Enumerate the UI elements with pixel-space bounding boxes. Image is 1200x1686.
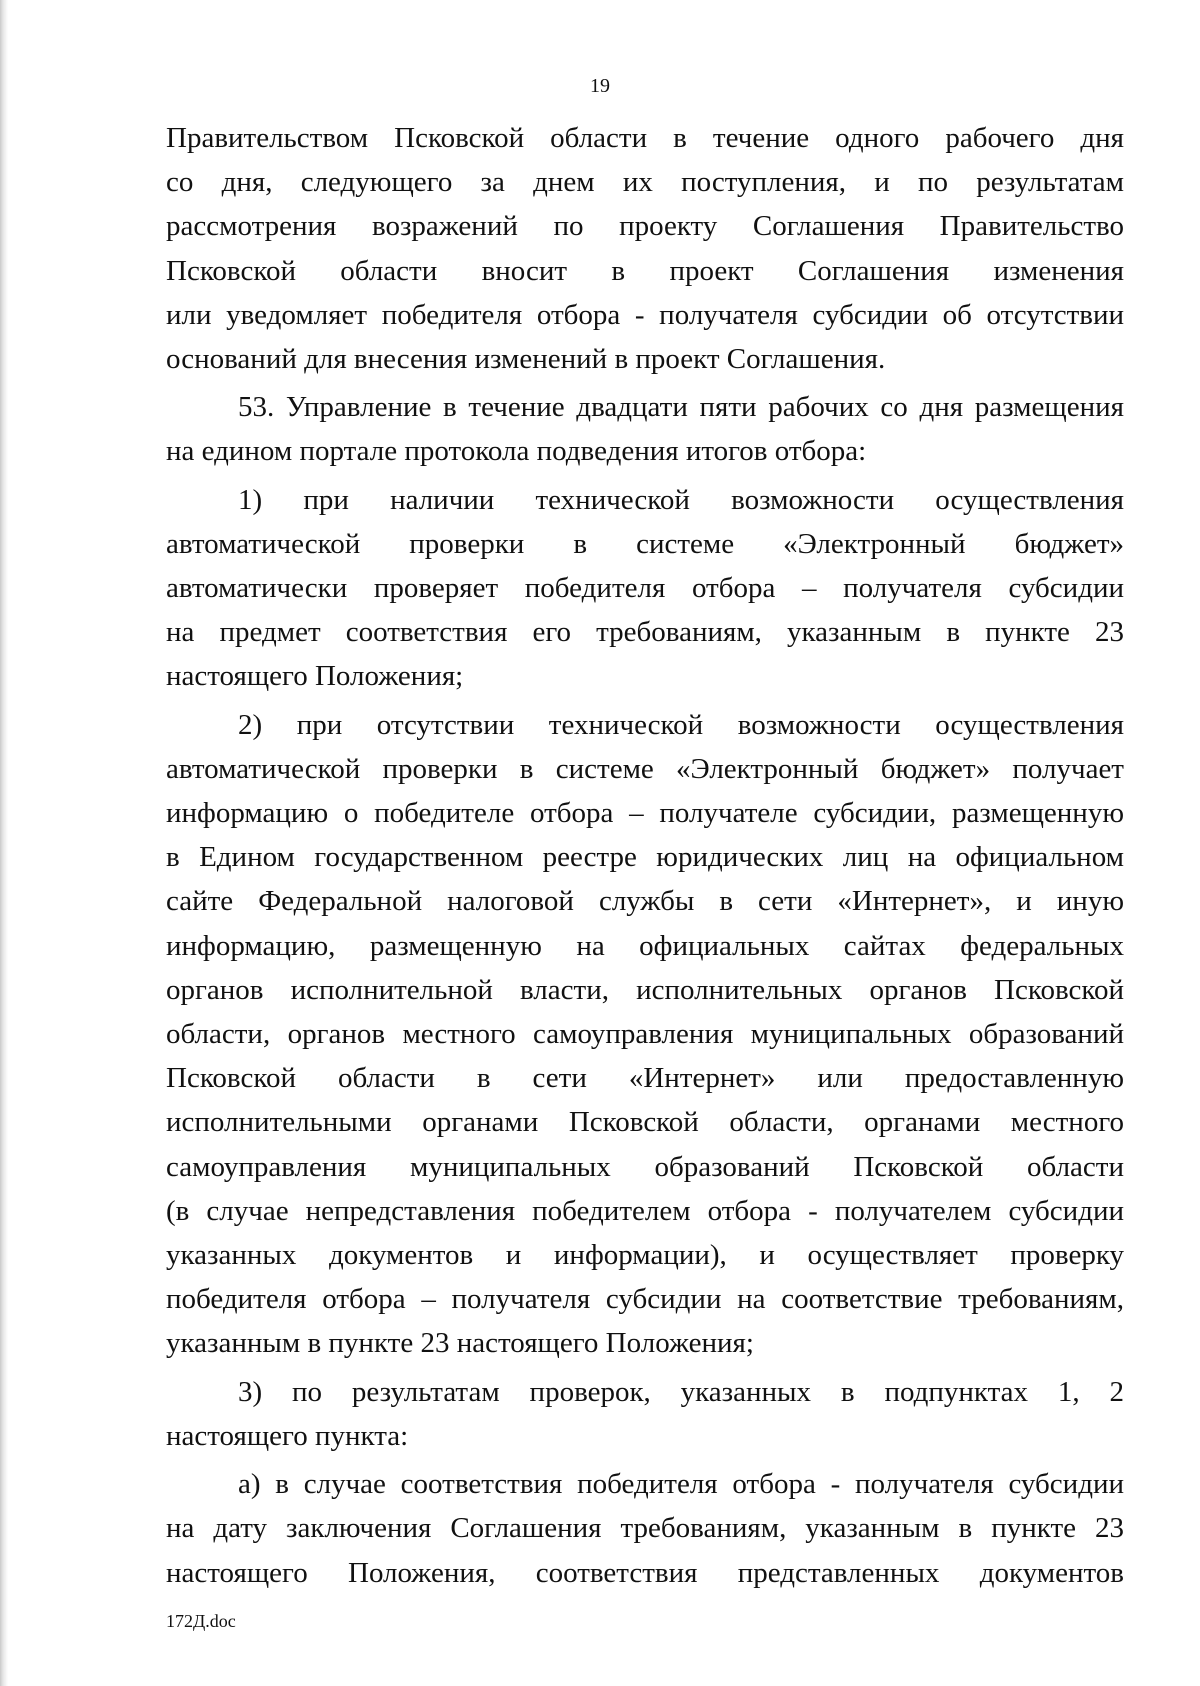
paragraph-subitem-3 xyxy=(166,1370,1124,1458)
text-line: настоящего пункта: xyxy=(166,1419,409,1452)
page-number: 19 xyxy=(590,75,610,97)
document-body xyxy=(166,116,1124,1599)
text-line: автоматической проверки в системе «Электронный бюджет» xyxy=(166,527,1124,560)
text-line: органов исполнительной власти, исполнительных органов Псковской xyxy=(166,973,1124,1006)
text-line: области, органов местного самоуправления муниципальных образований xyxy=(166,1018,1124,1051)
paragraph-continuation xyxy=(166,116,1124,381)
text-line: 1) при наличии технической возможности осуществления xyxy=(238,483,1124,516)
text-line: или уведомляет победителя отбора - получателя субсидии об отсутствии xyxy=(166,298,1124,331)
paragraph-subitem-a xyxy=(166,1462,1124,1595)
document-footer-filename: 172Д.doc xyxy=(166,1611,236,1631)
text-line: информацию, размещенную на официальных сайтах федеральных xyxy=(166,929,1124,962)
paragraph-subitem-2 xyxy=(166,703,1124,1366)
text-line: а) в случае соответствия победителя отбора - получателя субсидии xyxy=(238,1468,1124,1501)
text-line: настоящего Положения, соответствия представленных документов xyxy=(166,1556,1124,1589)
text-line: автоматически проверяет победителя отбора – получателя субсидии xyxy=(166,572,1124,605)
paragraph-subitem-1 xyxy=(166,478,1124,699)
text-line: в Едином государственном реестре юридических лиц на официальном xyxy=(166,841,1124,874)
text-line: победителя отбора – получателя субсидии на соответствие требованиям, xyxy=(166,1283,1124,1316)
text-line: указанных документов и информации), и осуществляет проверку xyxy=(166,1239,1124,1272)
text-line: на предмет соответствия его требованиям, указанным в пункте 23 xyxy=(166,616,1124,649)
text-line: исполнительными органами Псковской области, органами местного xyxy=(166,1106,1124,1139)
text-line: самоуправления муниципальных образований Псковской области xyxy=(166,1150,1124,1183)
text-line: (в случае непредставления победителем отбора - получателем субсидии xyxy=(166,1194,1124,1227)
text-line: 53. Управление в течение двадцати пяти рабочих со дня размещения xyxy=(238,391,1124,424)
text-line: на едином портале протокола подведения итогов отбора: xyxy=(166,435,867,468)
text-line: 2) при отсутствии технической возможности осуществления xyxy=(238,708,1124,741)
text-line: информацию о победителе отбора – получателе субсидии, размещенную xyxy=(166,797,1124,830)
text-line: на дату заключения Соглашения требованиям, указанным в пункте 23 xyxy=(166,1512,1124,1545)
scan-edge-shadow xyxy=(0,0,8,1686)
text-line: сайте Федеральной налоговой службы в сети «Интернет», и иную xyxy=(166,885,1124,918)
text-line: указанным в пункте 23 настоящего Положения; xyxy=(166,1327,754,1360)
text-line: Псковской области в сети «Интернет» или предоставленную xyxy=(166,1062,1124,1095)
text-line: оснований для внесения изменений в проект Соглашения. xyxy=(166,343,886,376)
text-line: Псковской области вносит в проект Соглашения изменения xyxy=(166,254,1124,287)
text-line: автоматической проверки в системе «Электронный бюджет» получает xyxy=(166,752,1124,785)
text-line: Правительством Псковской области в течение одного рабочего дня xyxy=(166,122,1124,154)
text-line: со дня, следующего за днем их поступления, и по результатам xyxy=(166,166,1124,199)
text-line: настоящего Положения; xyxy=(166,660,464,693)
text-line: 3) по результатам проверок, указанных в подпунктах 1, 2 xyxy=(238,1375,1124,1408)
paragraph-item-53 xyxy=(166,385,1124,473)
text-line: рассмотрения возражений по проекту Соглашения Правительство xyxy=(166,210,1124,243)
